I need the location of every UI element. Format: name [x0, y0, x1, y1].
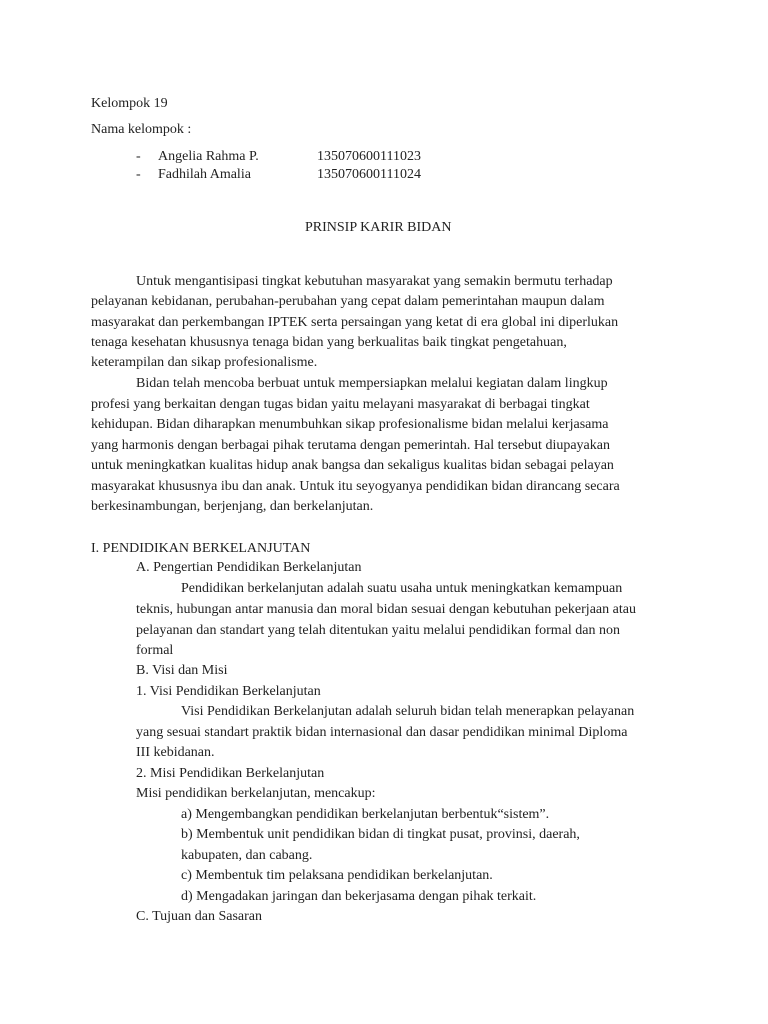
member-name: Angelia Rahma P.: [158, 149, 259, 164]
text-line: Pendidikan berkelanjutan adalah suatu usaha untuk meningkatkan kemampuan: [181, 581, 623, 596]
text-line: Untuk mengantisipasi tingkat kebutuhan masyarakat yang semakin bermutu terhadap: [136, 274, 613, 289]
text-line: profesi yang berkaitan dengan tugas bidan yaitu melayani masyarakat di berbagai tingkat: [91, 397, 590, 412]
subsection-heading: C. Tujuan dan Sasaran: [136, 909, 262, 924]
member-bullet: -: [136, 149, 141, 164]
text-line: yang harmonis dengan berbagai pihak terutama dengan pemerintah. Hal tersebut diupayakan: [91, 438, 610, 453]
list-item: c) Membentuk tim pelaksana pendidikan berkelanjutan.: [181, 868, 493, 883]
text-line: keterampilan dan sikap profesionalisme.: [91, 355, 318, 370]
group-number: Kelompok 19: [91, 96, 168, 111]
misi-heading: 2. Misi Pendidikan Berkelanjutan: [136, 766, 325, 781]
text-line: pelayanan dan standart yang telah ditentukan yaitu melalui pendidikan formal dan non: [136, 623, 621, 638]
member-id: 135070600111023: [317, 149, 421, 164]
text-line: pelayanan kebidanan, perubahan-perubahan yang cepat dalam pemerintahan maupun dalam: [91, 294, 605, 309]
text-line: kehidupan. Bidan diharapkan menumbuhkan sikap profesionalisme bidan melalui kerjasama: [91, 417, 609, 432]
text-line: berkesinambungan, berjenjang, dan berkelanjutan.: [91, 499, 374, 514]
list-item: b) Membentuk unit pendidikan bidan di tingkat pusat, provinsi, daerah,: [181, 827, 580, 842]
text-line: formal: [136, 643, 174, 658]
text-line: masyarakat dan perkembangan IPTEK serta persaingan yang ketat di era global ini diperlukan: [91, 315, 619, 330]
section-heading: I. PENDIDIKAN BERKELANJUTAN: [91, 541, 311, 556]
subsection-heading: B. Visi dan Misi: [136, 663, 228, 678]
text-line: III kebidanan.: [136, 745, 215, 760]
text-line: Bidan telah mencoba berbuat untuk mempersiapkan melalui kegiatan dalam lingkup: [136, 376, 608, 391]
member-name: Fadhilah Amalia: [158, 167, 251, 182]
subsection-heading: A. Pengertian Pendidikan Berkelanjutan: [136, 560, 362, 575]
list-item: d) Mengadakan jaringan dan bekerjasama dengan pihak terkait.: [181, 889, 537, 904]
member-id: 135070600111024: [317, 167, 421, 182]
text-line: untuk meningkatkan kualitas hidup anak bangsa dan sekaligus kualitas bidan sebagai pelayan: [91, 458, 614, 473]
member-bullet: -: [136, 167, 141, 182]
text-line: tenaga kesehatan khususnya tenaga bidan yang berkualitas baik tingkat pengetahuan,: [91, 335, 567, 350]
text-line: yang sesuai standart praktik bidan internasional dan dasar pendidikan minimal Diploma: [136, 725, 628, 740]
text-line: Visi Pendidikan Berkelanjutan adalah seluruh bidan telah menerapkan pelayanan: [181, 704, 635, 719]
members-label: Nama kelompok :: [91, 122, 192, 137]
list-item: kabupaten, dan cabang.: [181, 848, 313, 863]
misi-intro: Misi pendidikan berkelanjutan, mencakup:: [136, 786, 376, 801]
page-title: PRINSIP KARIR BIDAN: [305, 220, 452, 235]
text-line: masyarakat khususnya ibu dan anak. Untuk itu seyogyanya pendidikan bidan dirancang secara: [91, 479, 620, 494]
text-line: teknis, hubungan antar manusia dan moral bidan sesuai dengan kebutuhan pekerjaan atau: [136, 602, 636, 617]
visi-heading: 1. Visi Pendidikan Berkelanjutan: [136, 684, 321, 699]
list-item: a) Mengembangkan pendidikan berkelanjutan berbentuk“sistem”.: [181, 807, 550, 822]
